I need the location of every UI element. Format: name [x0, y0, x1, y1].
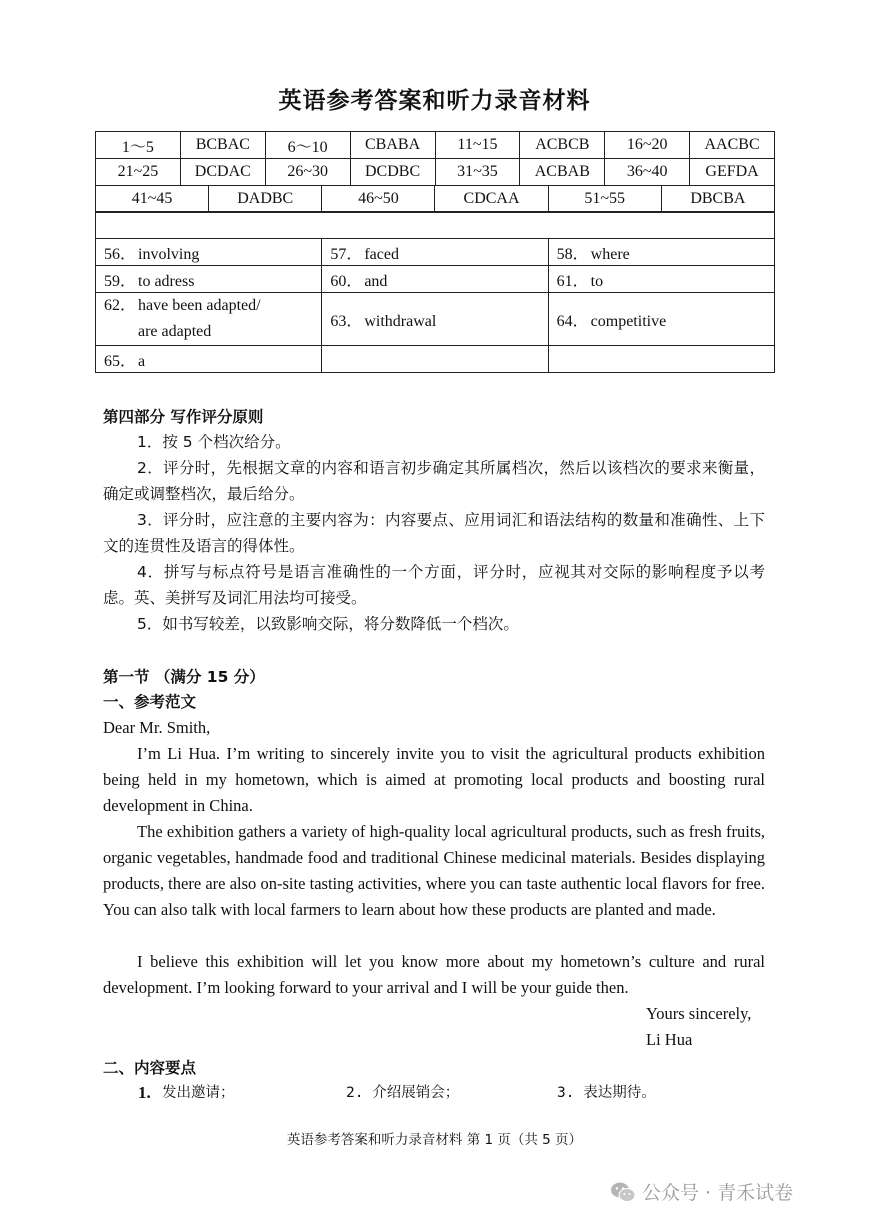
closing: Yours sincerely,	[646, 1004, 752, 1023]
range-cell: 51~55	[548, 186, 661, 213]
answer-cell: DCDAC	[180, 159, 265, 186]
range-cell: 21~25	[96, 159, 181, 186]
table-row	[96, 239, 775, 266]
table-row	[96, 132, 775, 159]
answer-cell: DCDBC	[350, 159, 435, 186]
point-1: 发出邀请；	[162, 1085, 235, 1101]
range-cell: 46~50	[322, 186, 435, 213]
watermark-text: 公众号 · 青禾试卷	[642, 1182, 794, 1204]
fill-cell: 63． withdrawal	[322, 293, 548, 346]
answer-cell: CBABA	[350, 132, 435, 159]
page-title: 英语参考答案和听力录音材料	[278, 88, 591, 114]
answer-table-fill	[95, 238, 775, 373]
answer-table-blank-row	[95, 211, 775, 239]
salutation: Dear Mr. Smith,	[103, 718, 211, 737]
fill-cell: 58． where	[548, 239, 774, 266]
empty-cell	[96, 212, 775, 239]
answer-table-choice-2	[95, 185, 775, 213]
table-row	[96, 186, 775, 213]
table-row	[96, 346, 775, 373]
essay-paragraph-1: I’m Li Hua. I’m writing to sincerely invite you to visit the agricultural products exhibition being held in my hometown, which is aimed at promoting local products and boosting rural development in China.	[103, 744, 765, 815]
essay-paragraph-2: The exhibition gathers a variety of high-quality local agricultural products, such as fresh fruits, organic vegetables, handmade food and traditional Chinese medicinal materials. Besides displaying products, there are also on-site tasting activities, where you can taste authentic local flavors for free. You can also talk with local farmers to learn about how these products are planted and made.	[103, 822, 765, 919]
answer-table-choice	[95, 131, 775, 186]
point-1-number: 1.	[138, 1083, 151, 1102]
answer-cell: ACBCB	[520, 132, 605, 159]
wechat-icon	[610, 1181, 636, 1203]
essay-paragraph-3: I believe this exhibition will let you know more about my hometown’s culture and rural development. I’m looking forward to your arrival and I will be your guide then.	[103, 952, 765, 997]
answer-cell: AACBC	[690, 132, 775, 159]
rule-4: 4．拼写与标点符号是语言准确性的一个方面，评分时，应视其对交际的影响程度予以考虑。英、美拼写及词汇用法均可接受。	[103, 563, 765, 607]
fill-cell: 59． to adress	[96, 266, 322, 293]
answer-cell: BCBAC	[180, 132, 265, 159]
range-cell: 36~40	[605, 159, 690, 186]
fill-cell: 57． faced	[322, 239, 548, 266]
fill-cell: 65． a	[96, 346, 322, 373]
empty-cell	[322, 346, 548, 373]
table-row	[96, 212, 775, 239]
fill-cell: 62． have been adapted/ are adapted	[96, 293, 322, 346]
section1-heading: 第一节 （满分 15 分）	[103, 668, 265, 686]
table-row	[96, 293, 775, 346]
range-cell: 26~30	[265, 159, 350, 186]
rule-3: 3．评分时，应注意的主要内容为：内容要点、应用词汇和语法结构的数量和准确性、上下文的连贯性及语言的得体性。	[103, 511, 765, 555]
range-cell: 6～10	[265, 132, 350, 159]
fill-cell: 60． and	[322, 266, 548, 293]
table-row	[96, 159, 775, 186]
table-row	[96, 266, 775, 293]
fill-cell: 61． to	[548, 266, 774, 293]
answer-cell: ACBAB	[520, 159, 605, 186]
signature: Li Hua	[646, 1030, 693, 1049]
fill-cell: 64． competitive	[548, 293, 774, 346]
answer-cell: DBCBA	[661, 186, 774, 213]
point-3: 3. 表达期待。	[557, 1085, 656, 1101]
answer-cell: DADBC	[209, 186, 322, 213]
range-cell: 41~45	[96, 186, 209, 213]
rule-5: 5．如书写较差，以致影响交际，将分数降低一个档次。	[137, 615, 519, 633]
watermark	[610, 1178, 793, 1205]
range-cell: 31~35	[435, 159, 520, 186]
range-cell: 1～5	[96, 132, 181, 159]
rule-1: 1．按 5 个档次给分。	[137, 433, 291, 451]
answer-cell: GEFDA	[690, 159, 775, 186]
points-heading: 二、内容要点	[103, 1059, 197, 1077]
rule-2: 2．评分时，先根据文章的内容和语言初步确定其所属档次，然后以该档次的要求来衡量，确定或调整档次，最后给分。	[103, 459, 765, 503]
point-2: 2. 介绍展销会；	[346, 1085, 460, 1101]
page-footer: 英语参考答案和听力录音材料 第 1 页（共 5 页）	[286, 1132, 583, 1148]
part4-heading: 第四部分 写作评分原则	[103, 408, 264, 426]
answer-cell: CDCAA	[435, 186, 548, 213]
sample-heading: 一、参考范文	[103, 693, 197, 711]
fill-cell: 56． involving	[96, 239, 322, 266]
range-cell: 16~20	[605, 132, 690, 159]
empty-cell	[548, 346, 774, 373]
range-cell: 11~15	[435, 132, 520, 159]
